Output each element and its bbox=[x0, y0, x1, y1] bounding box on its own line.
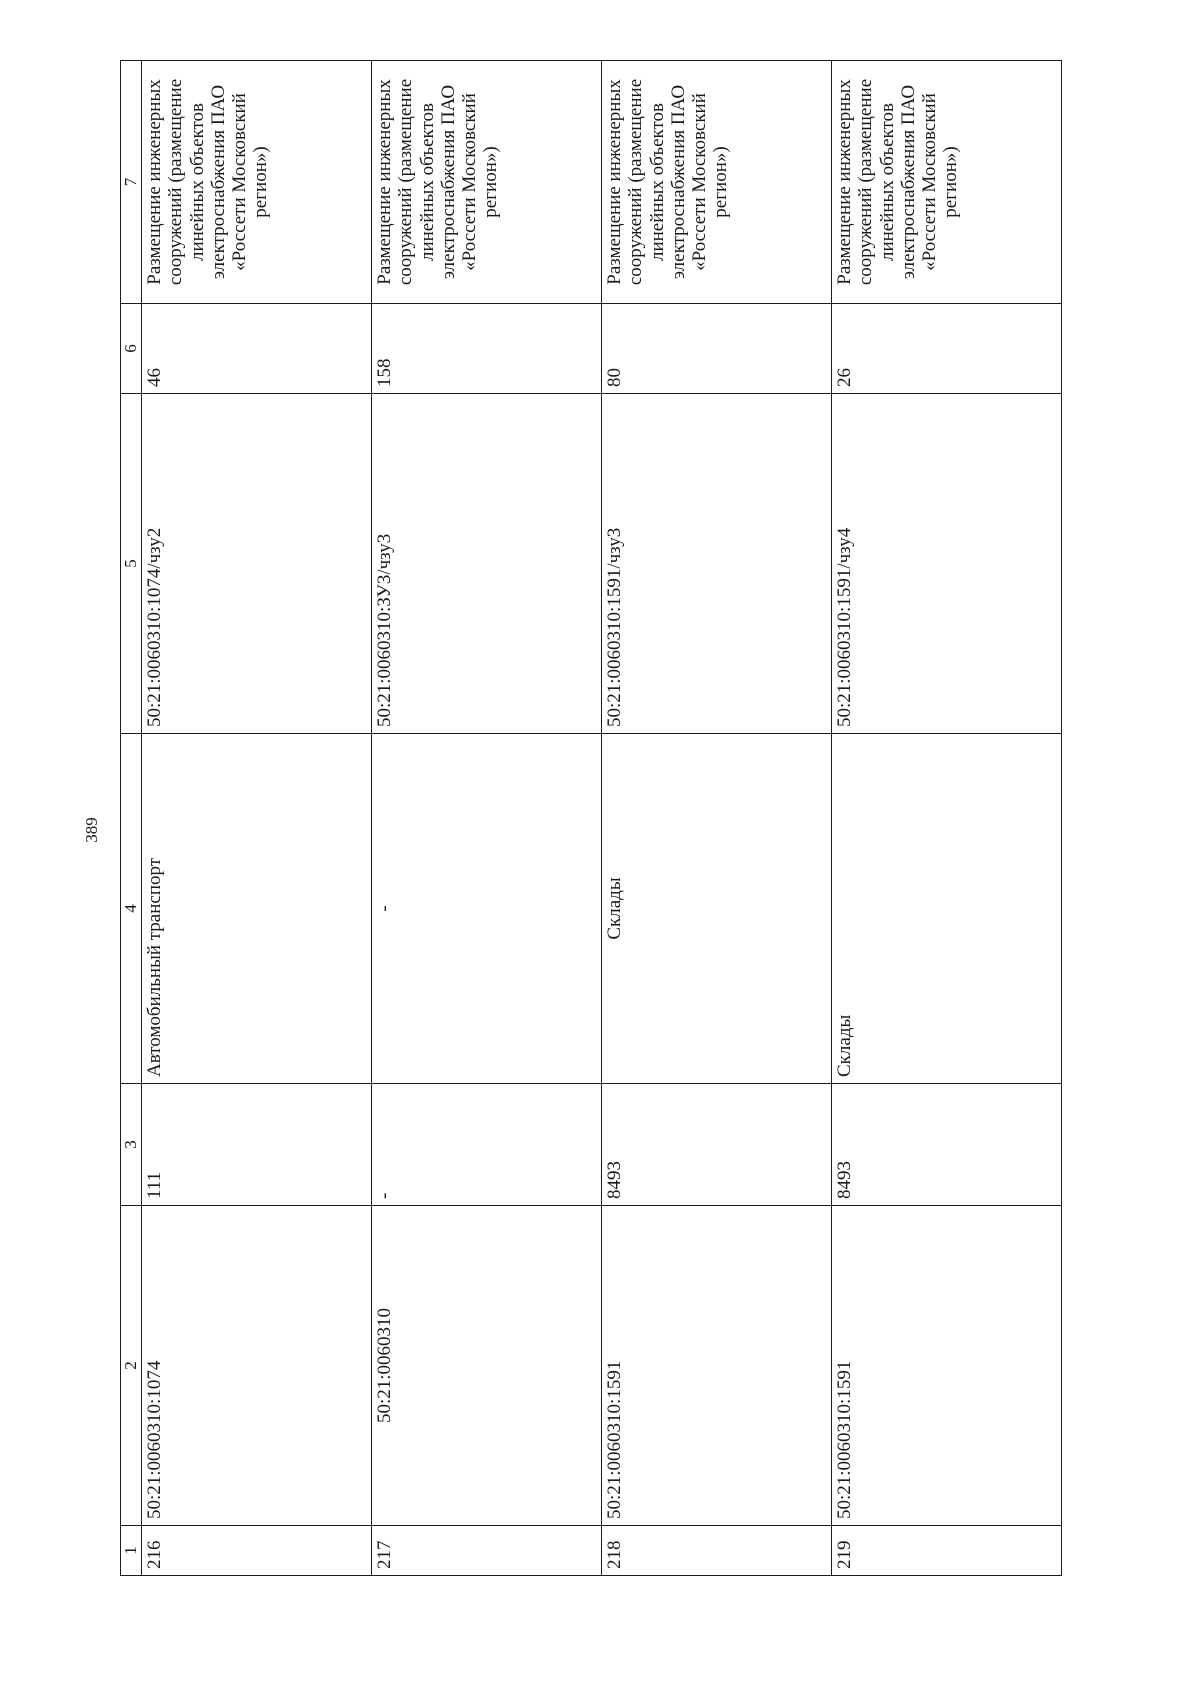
table-row bbox=[372, 61, 602, 1576]
header-col-3: 3 bbox=[121, 1084, 142, 1206]
table-body bbox=[142, 61, 1062, 1576]
row-number: 218 bbox=[602, 1526, 832, 1576]
table-row bbox=[602, 61, 832, 1576]
table-row bbox=[832, 61, 1062, 1576]
parcel-part-area: 26 bbox=[832, 304, 1062, 394]
parcel-part-number: 50:21:0060310:1591/чзу4 bbox=[832, 394, 1062, 734]
parcel-area: 111 bbox=[142, 1084, 372, 1206]
permitted-use: Склады bbox=[832, 734, 1062, 1084]
parcel-part-number: 50:21:0060310:1591/чзу3 bbox=[602, 394, 832, 734]
purpose-description: Размещение инженерных сооружений (размещение линейных объектов электроснабжения ПАО «Россети Московский регион») bbox=[602, 61, 832, 304]
page-number: 389 bbox=[82, 817, 101, 843]
parcel-part-number: 50:21:0060310:1074/чзу2 bbox=[142, 394, 372, 734]
header-col-7: 7 bbox=[121, 61, 142, 304]
permitted-use: Автомобильный транспорт bbox=[142, 734, 372, 1084]
cadastral-number: 50:21:0060310:1074 bbox=[142, 1206, 372, 1526]
parcel-part-area: 46 bbox=[142, 304, 372, 394]
parcel-area: 8493 bbox=[832, 1084, 1062, 1206]
cadastral-number: 50:21:0060310:1591 bbox=[832, 1206, 1062, 1526]
row-number: 219 bbox=[832, 1526, 1062, 1576]
cadastral-number: 50:21:0060310 bbox=[372, 1206, 602, 1526]
permitted-use: Склады bbox=[602, 734, 832, 1084]
purpose-description: Размещение инженерных сооружений (размещение линейных объектов электроснабжения ПАО «Россети Московский регион») bbox=[372, 61, 602, 304]
parcel-part-area: 80 bbox=[602, 304, 832, 394]
table-header bbox=[121, 61, 142, 1576]
permitted-use: - bbox=[372, 734, 602, 1084]
parcel-part-area: 158 bbox=[372, 304, 602, 394]
parcel-area: - bbox=[372, 1084, 602, 1206]
header-col-6: 6 bbox=[121, 304, 142, 394]
header-row bbox=[121, 61, 142, 1576]
land-parcel-table bbox=[120, 60, 1062, 1576]
parcel-part-number: 50:21:0060310:ЗУ3/чзу3 bbox=[372, 394, 602, 734]
parcel-area: 8493 bbox=[602, 1084, 832, 1206]
header-col-4: 4 bbox=[121, 734, 142, 1084]
row-number: 216 bbox=[142, 1526, 372, 1576]
header-col-5: 5 bbox=[121, 394, 142, 734]
table-row bbox=[142, 61, 372, 1576]
cadastral-number: 50:21:0060310:1591 bbox=[602, 1206, 832, 1526]
land-parcel-table-container bbox=[120, 61, 1062, 1576]
row-number: 217 bbox=[372, 1526, 602, 1576]
purpose-description: Размещение инженерных сооружений (размещение линейных объектов электроснабжения ПАО «Россети Московский регион») bbox=[142, 61, 372, 304]
header-col-2: 2 bbox=[121, 1206, 142, 1526]
purpose-description: Размещение инженерных сооружений (размещение линейных объектов электроснабжения ПАО «Россети Московский регион») bbox=[832, 61, 1062, 304]
header-col-1: 1 bbox=[121, 1526, 142, 1576]
